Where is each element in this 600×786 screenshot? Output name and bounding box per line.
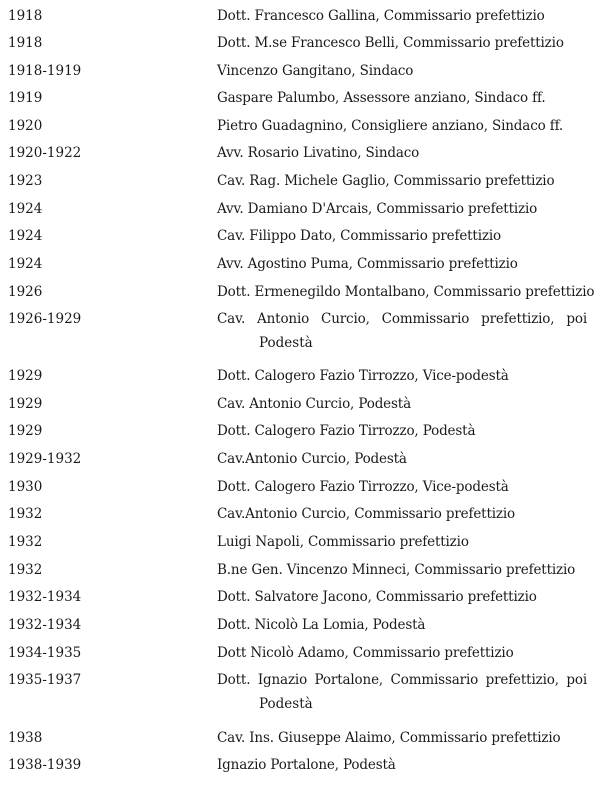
list-item bbox=[0, 59, 600, 83]
list-item bbox=[0, 197, 600, 221]
list-item bbox=[0, 364, 600, 388]
entry-name: Dott. Calogero Fazio Tirrozzo, Vice-podestà bbox=[217, 479, 509, 495]
list-item bbox=[0, 585, 600, 609]
entry-year: 1926-1929 bbox=[8, 311, 82, 327]
entry-year: 1918-1919 bbox=[8, 63, 82, 79]
entry-year: 1918 bbox=[8, 8, 43, 24]
entry-year: 1938-1939 bbox=[8, 757, 82, 773]
entry-name: Ignazio Portalone, Podestà bbox=[217, 757, 396, 773]
list-item bbox=[0, 753, 600, 777]
list-item bbox=[0, 86, 600, 110]
entry-year: 1920 bbox=[8, 118, 43, 134]
entry-year: 1929 bbox=[8, 368, 43, 384]
entry-name: Cav.Antonio Curcio, Commissario prefettizio bbox=[217, 506, 516, 522]
entry-year: 1932-1934 bbox=[8, 617, 82, 633]
entry-name: Avv. Damiano D'Arcais, Commissario prefettizio bbox=[217, 201, 538, 217]
entry-year: 1932 bbox=[8, 506, 43, 522]
entry-name: Avv. Rosario Livatino, Sindaco bbox=[217, 145, 420, 161]
list-item bbox=[0, 530, 600, 554]
entry-name-continuation: Podestà bbox=[259, 335, 313, 351]
entry-year: 1929 bbox=[8, 423, 43, 439]
list-item bbox=[0, 419, 600, 443]
entry-year: 1930 bbox=[8, 479, 43, 495]
list-item bbox=[0, 447, 600, 471]
entry-year: 1923 bbox=[8, 173, 43, 189]
entry-name: Cav. Ins. Giuseppe Alaimo, Commissario prefettizio bbox=[217, 730, 561, 746]
entry-year: 1924 bbox=[8, 228, 43, 244]
list-item bbox=[0, 141, 600, 165]
entry-year: 1924 bbox=[8, 256, 43, 272]
list-item bbox=[0, 392, 600, 416]
list-item bbox=[0, 280, 600, 304]
entry-year: 1934-1935 bbox=[8, 645, 82, 661]
list-item bbox=[0, 31, 600, 55]
entry-name: Avv. Agostino Puma, Commissario prefettizio bbox=[217, 256, 518, 272]
entry-name-continuation: Podestà bbox=[259, 696, 313, 712]
entry-year: 1924 bbox=[8, 201, 43, 217]
list-item bbox=[0, 307, 600, 359]
entry-name: Dott. Calogero Fazio Tirrozzo, Podestà bbox=[217, 423, 476, 439]
list-item bbox=[0, 114, 600, 138]
list-item bbox=[0, 641, 600, 665]
list-item bbox=[0, 502, 600, 526]
entry-name: Cav. Antonio Curcio, Commissario prefettizio, poi bbox=[217, 311, 587, 327]
entry-year: 1918 bbox=[8, 35, 43, 51]
list-item bbox=[0, 668, 600, 720]
list-item bbox=[0, 224, 600, 248]
list-item bbox=[0, 613, 600, 637]
list-item bbox=[0, 252, 600, 276]
list-item bbox=[0, 169, 600, 193]
entry-year: 1932 bbox=[8, 534, 43, 550]
entry-name: Dott. Ignazio Portalone, Commissario prefettizio, poi bbox=[217, 672, 587, 688]
entry-year: 1926 bbox=[8, 284, 43, 300]
entry-year: 1932 bbox=[8, 562, 43, 578]
entry-year: 1935-1937 bbox=[8, 672, 82, 688]
entry-name: Cav. Antonio Curcio, Podestà bbox=[217, 396, 411, 412]
entry-name: Dott. Salvatore Jacono, Commissario prefettizio bbox=[217, 589, 537, 605]
entry-name: Vincenzo Gangitano, Sindaco bbox=[217, 63, 414, 79]
entry-year: 1938 bbox=[8, 730, 43, 746]
entry-year: 1920-1922 bbox=[8, 145, 82, 161]
list-item bbox=[0, 4, 600, 28]
entry-name: Cav. Rag. Michele Gaglio, Commissario prefettizio bbox=[217, 173, 555, 189]
entry-name: Pietro Guadagnino, Consigliere anziano, Sindaco ff. bbox=[217, 118, 564, 134]
entry-name: Gaspare Palumbo, Assessore anziano, Sindaco ff. bbox=[217, 90, 546, 106]
entry-year: 1929-1932 bbox=[8, 451, 82, 467]
entry-name: Luigi Napoli, Commissario prefettizio bbox=[217, 534, 469, 550]
entry-name: Dott. Calogero Fazio Tirrozzo, Vice-podestà bbox=[217, 368, 509, 384]
entry-year: 1932-1934 bbox=[8, 589, 82, 605]
entry-name: Dott Nicolò Adamo, Commissario prefettizio bbox=[217, 645, 514, 661]
entry-name: B.ne Gen. Vincenzo Minneci, Commissario prefettizio bbox=[217, 562, 576, 578]
entry-name: Dott. Nicolò La Lomia, Podestà bbox=[217, 617, 426, 633]
entry-year: 1929 bbox=[8, 396, 43, 412]
entry-name: Cav.Antonio Curcio, Podestà bbox=[217, 451, 407, 467]
entry-name: Dott. Francesco Gallina, Commissario prefettizio bbox=[217, 8, 545, 24]
entry-name: Dott. M.se Francesco Belli, Commissario prefettizio bbox=[217, 35, 564, 51]
entry-name: Cav. Filippo Dato, Commissario prefettizio bbox=[217, 228, 501, 244]
list-item bbox=[0, 558, 600, 582]
list-item bbox=[0, 475, 600, 499]
entry-year: 1919 bbox=[8, 90, 43, 106]
list-item bbox=[0, 726, 600, 750]
entry-name: Dott. Ermenegildo Montalbano, Commissario prefettizio bbox=[217, 284, 595, 300]
